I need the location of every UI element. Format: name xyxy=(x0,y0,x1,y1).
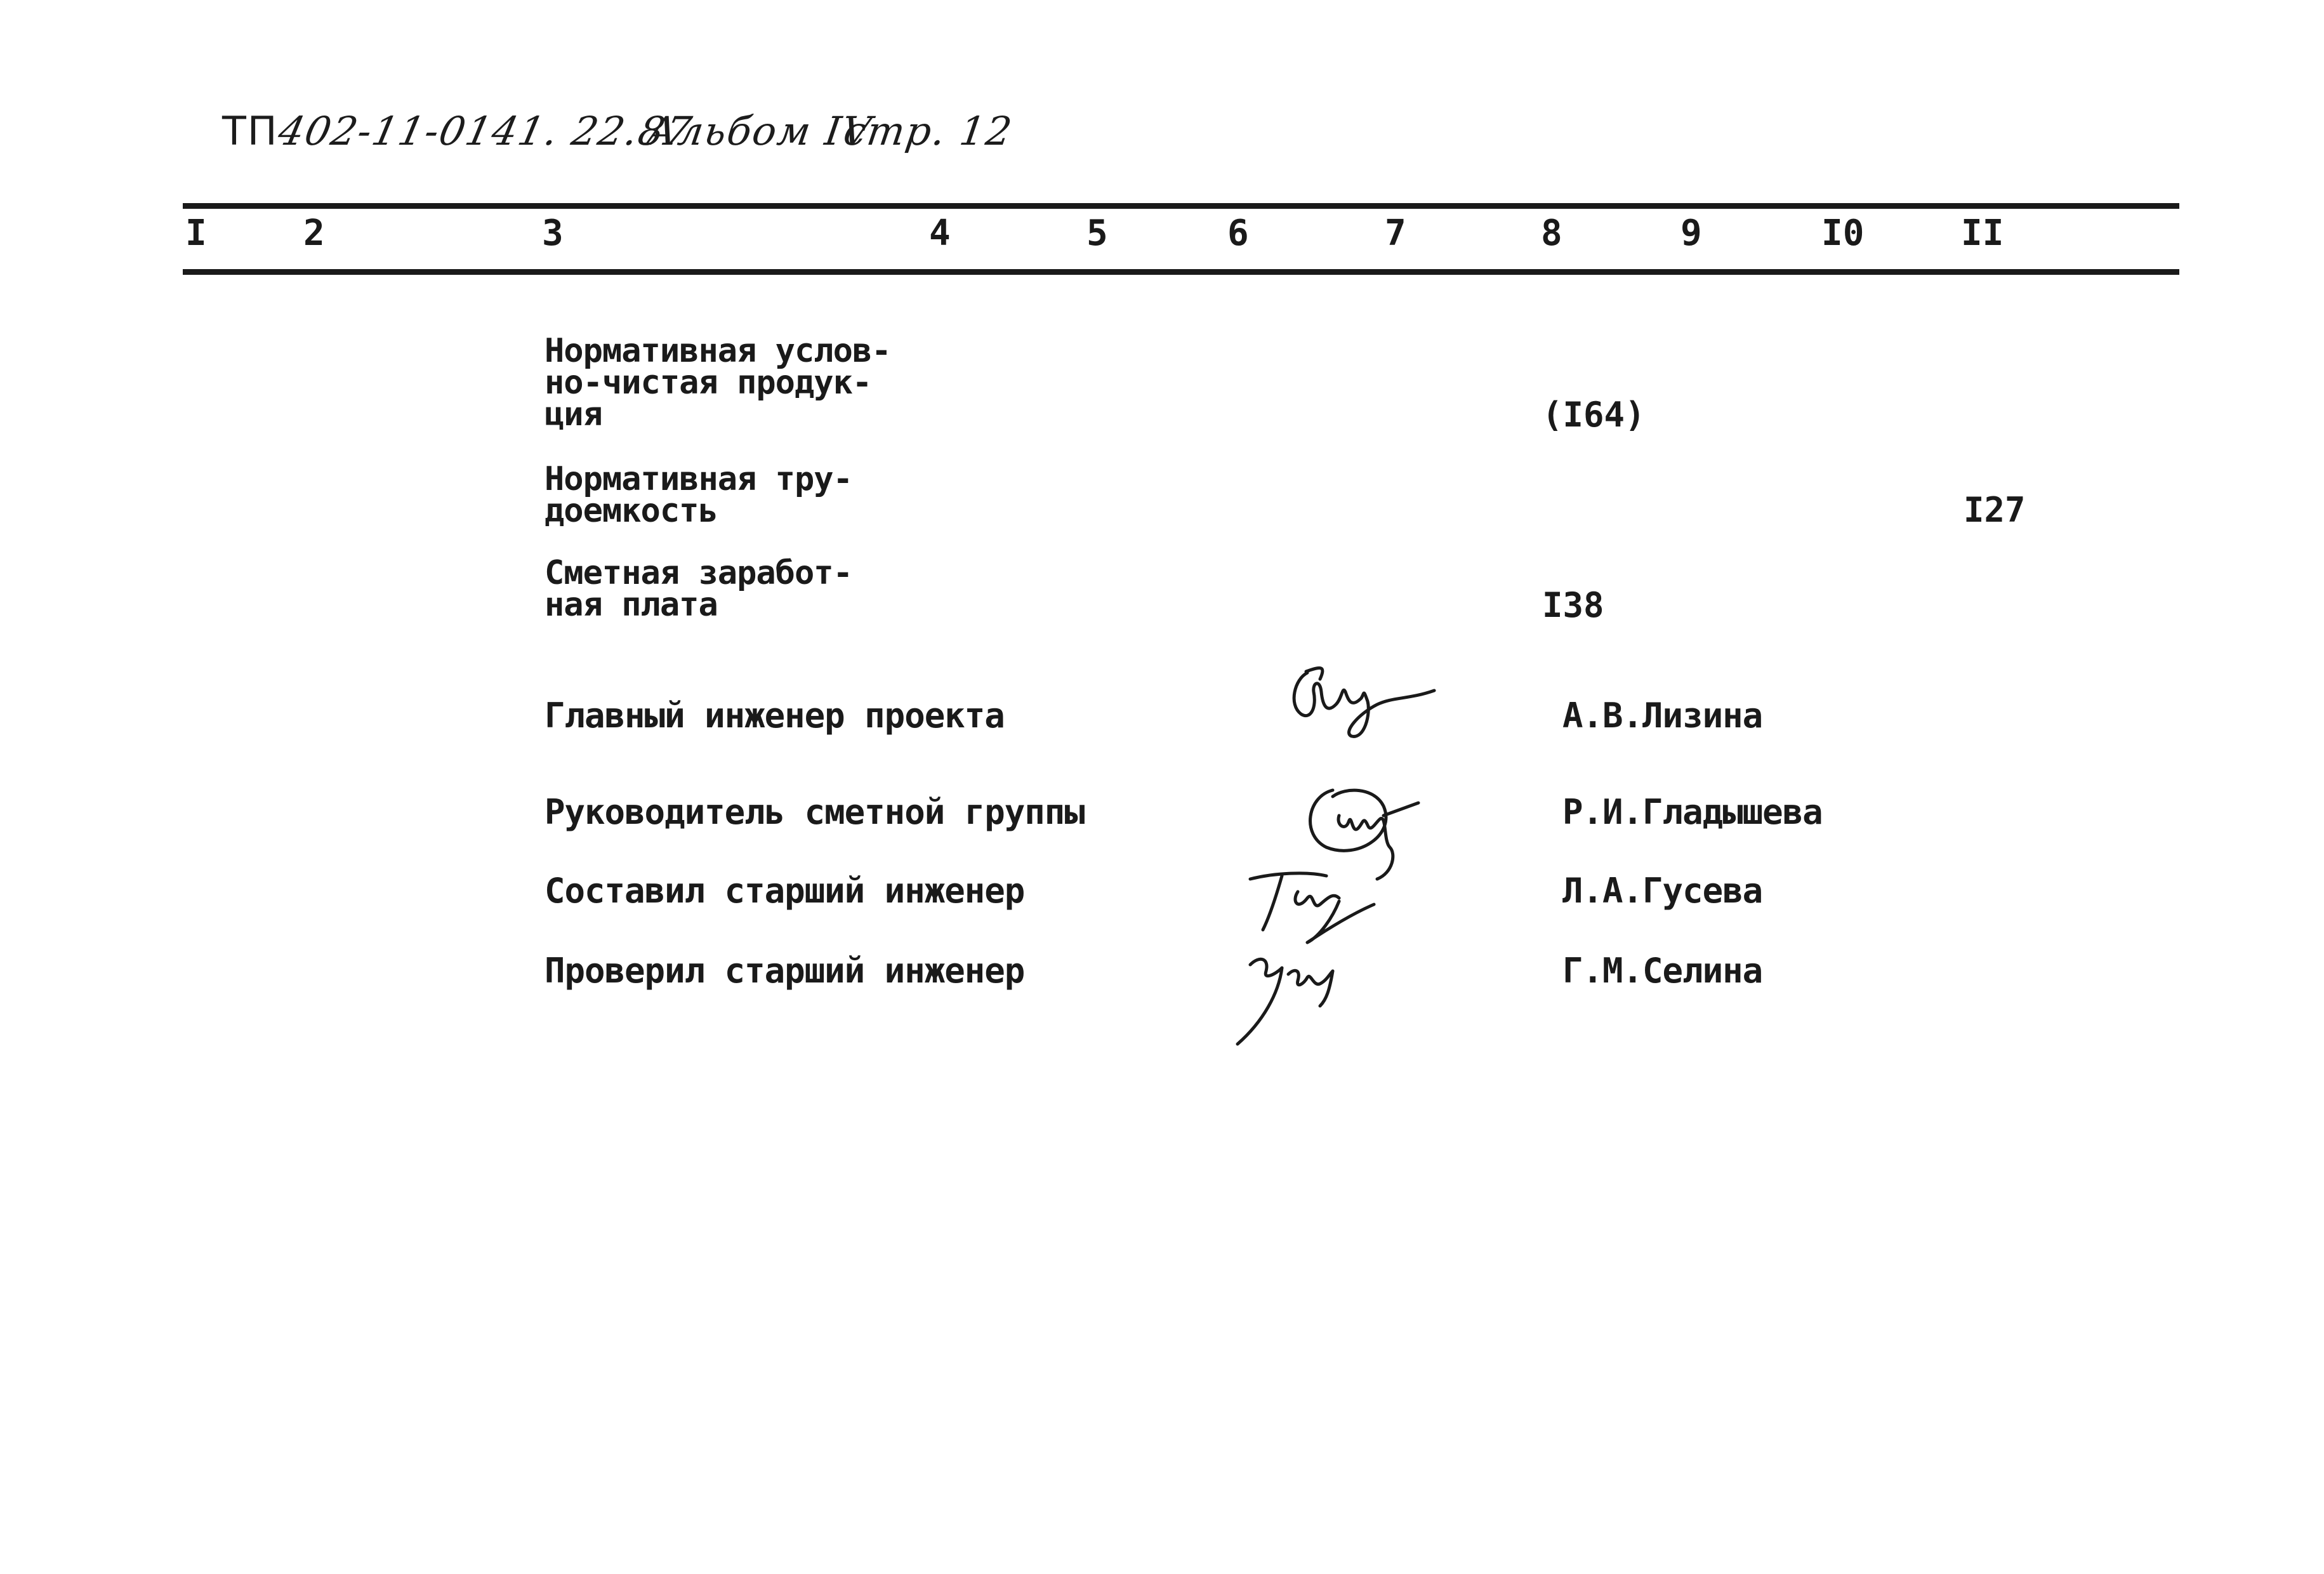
column-header-5: 5 xyxy=(1086,213,1108,254)
signature-role: Составил старший инженер xyxy=(545,871,1025,911)
column-header-1: I xyxy=(185,213,207,254)
signer-name: Р.И.Гладышева xyxy=(1562,792,1823,832)
handwritten-signature-1 xyxy=(1282,654,1472,749)
row-value: I38 xyxy=(1542,585,1604,625)
column-header-3: 3 xyxy=(542,213,564,254)
column-header-7: 7 xyxy=(1385,213,1406,254)
row-label-line: Нормативная тру- xyxy=(545,460,852,498)
column-header-6: 6 xyxy=(1227,213,1249,254)
column-header-8: 8 xyxy=(1541,213,1562,254)
row-value: I27 xyxy=(1964,490,2026,530)
table-row-label xyxy=(545,460,852,530)
signature-role: Главный инженер проекта xyxy=(545,696,1005,736)
table-header-bottom-rule xyxy=(183,269,2179,275)
table-top-rule xyxy=(183,203,2179,209)
row-label-line: доемкость xyxy=(545,492,718,530)
column-header-2: 2 xyxy=(303,213,325,254)
handwritten-signature-3 xyxy=(1238,854,1390,949)
signer-name: Г.М.Селина xyxy=(1562,951,1763,991)
page-label: стр. 12 xyxy=(840,108,1016,154)
handwritten-signature-4 xyxy=(1225,939,1364,1047)
column-header-9: 9 xyxy=(1680,213,1702,254)
doc-prefix: ТП xyxy=(222,108,279,154)
signature-role: Руководитель сметной группы xyxy=(545,792,1085,832)
album-label: Альбом IV xyxy=(644,108,875,154)
row-label-line: Сметная заработ- xyxy=(545,554,852,592)
signature-role: Проверил старший инженер xyxy=(545,951,1025,991)
row-label-line: ная плата xyxy=(545,586,718,624)
doc-code: 402-11-0141. 22.87 xyxy=(274,108,697,154)
row-label-line: но-чистая продук- xyxy=(545,364,872,402)
row-value: (I64) xyxy=(1542,395,1646,435)
column-header-11: II xyxy=(1961,213,2004,254)
signer-name: Л.А.Гусева xyxy=(1562,871,1763,911)
table-row-label xyxy=(545,332,891,433)
column-header-4: 4 xyxy=(929,213,951,254)
signer-name: А.В.Лизина xyxy=(1562,696,1763,736)
column-header-10: I0 xyxy=(1821,213,1865,254)
row-label-line: Нормативная услов- xyxy=(545,332,891,370)
table-row-label xyxy=(545,554,852,624)
row-label-line: ция xyxy=(545,395,602,433)
